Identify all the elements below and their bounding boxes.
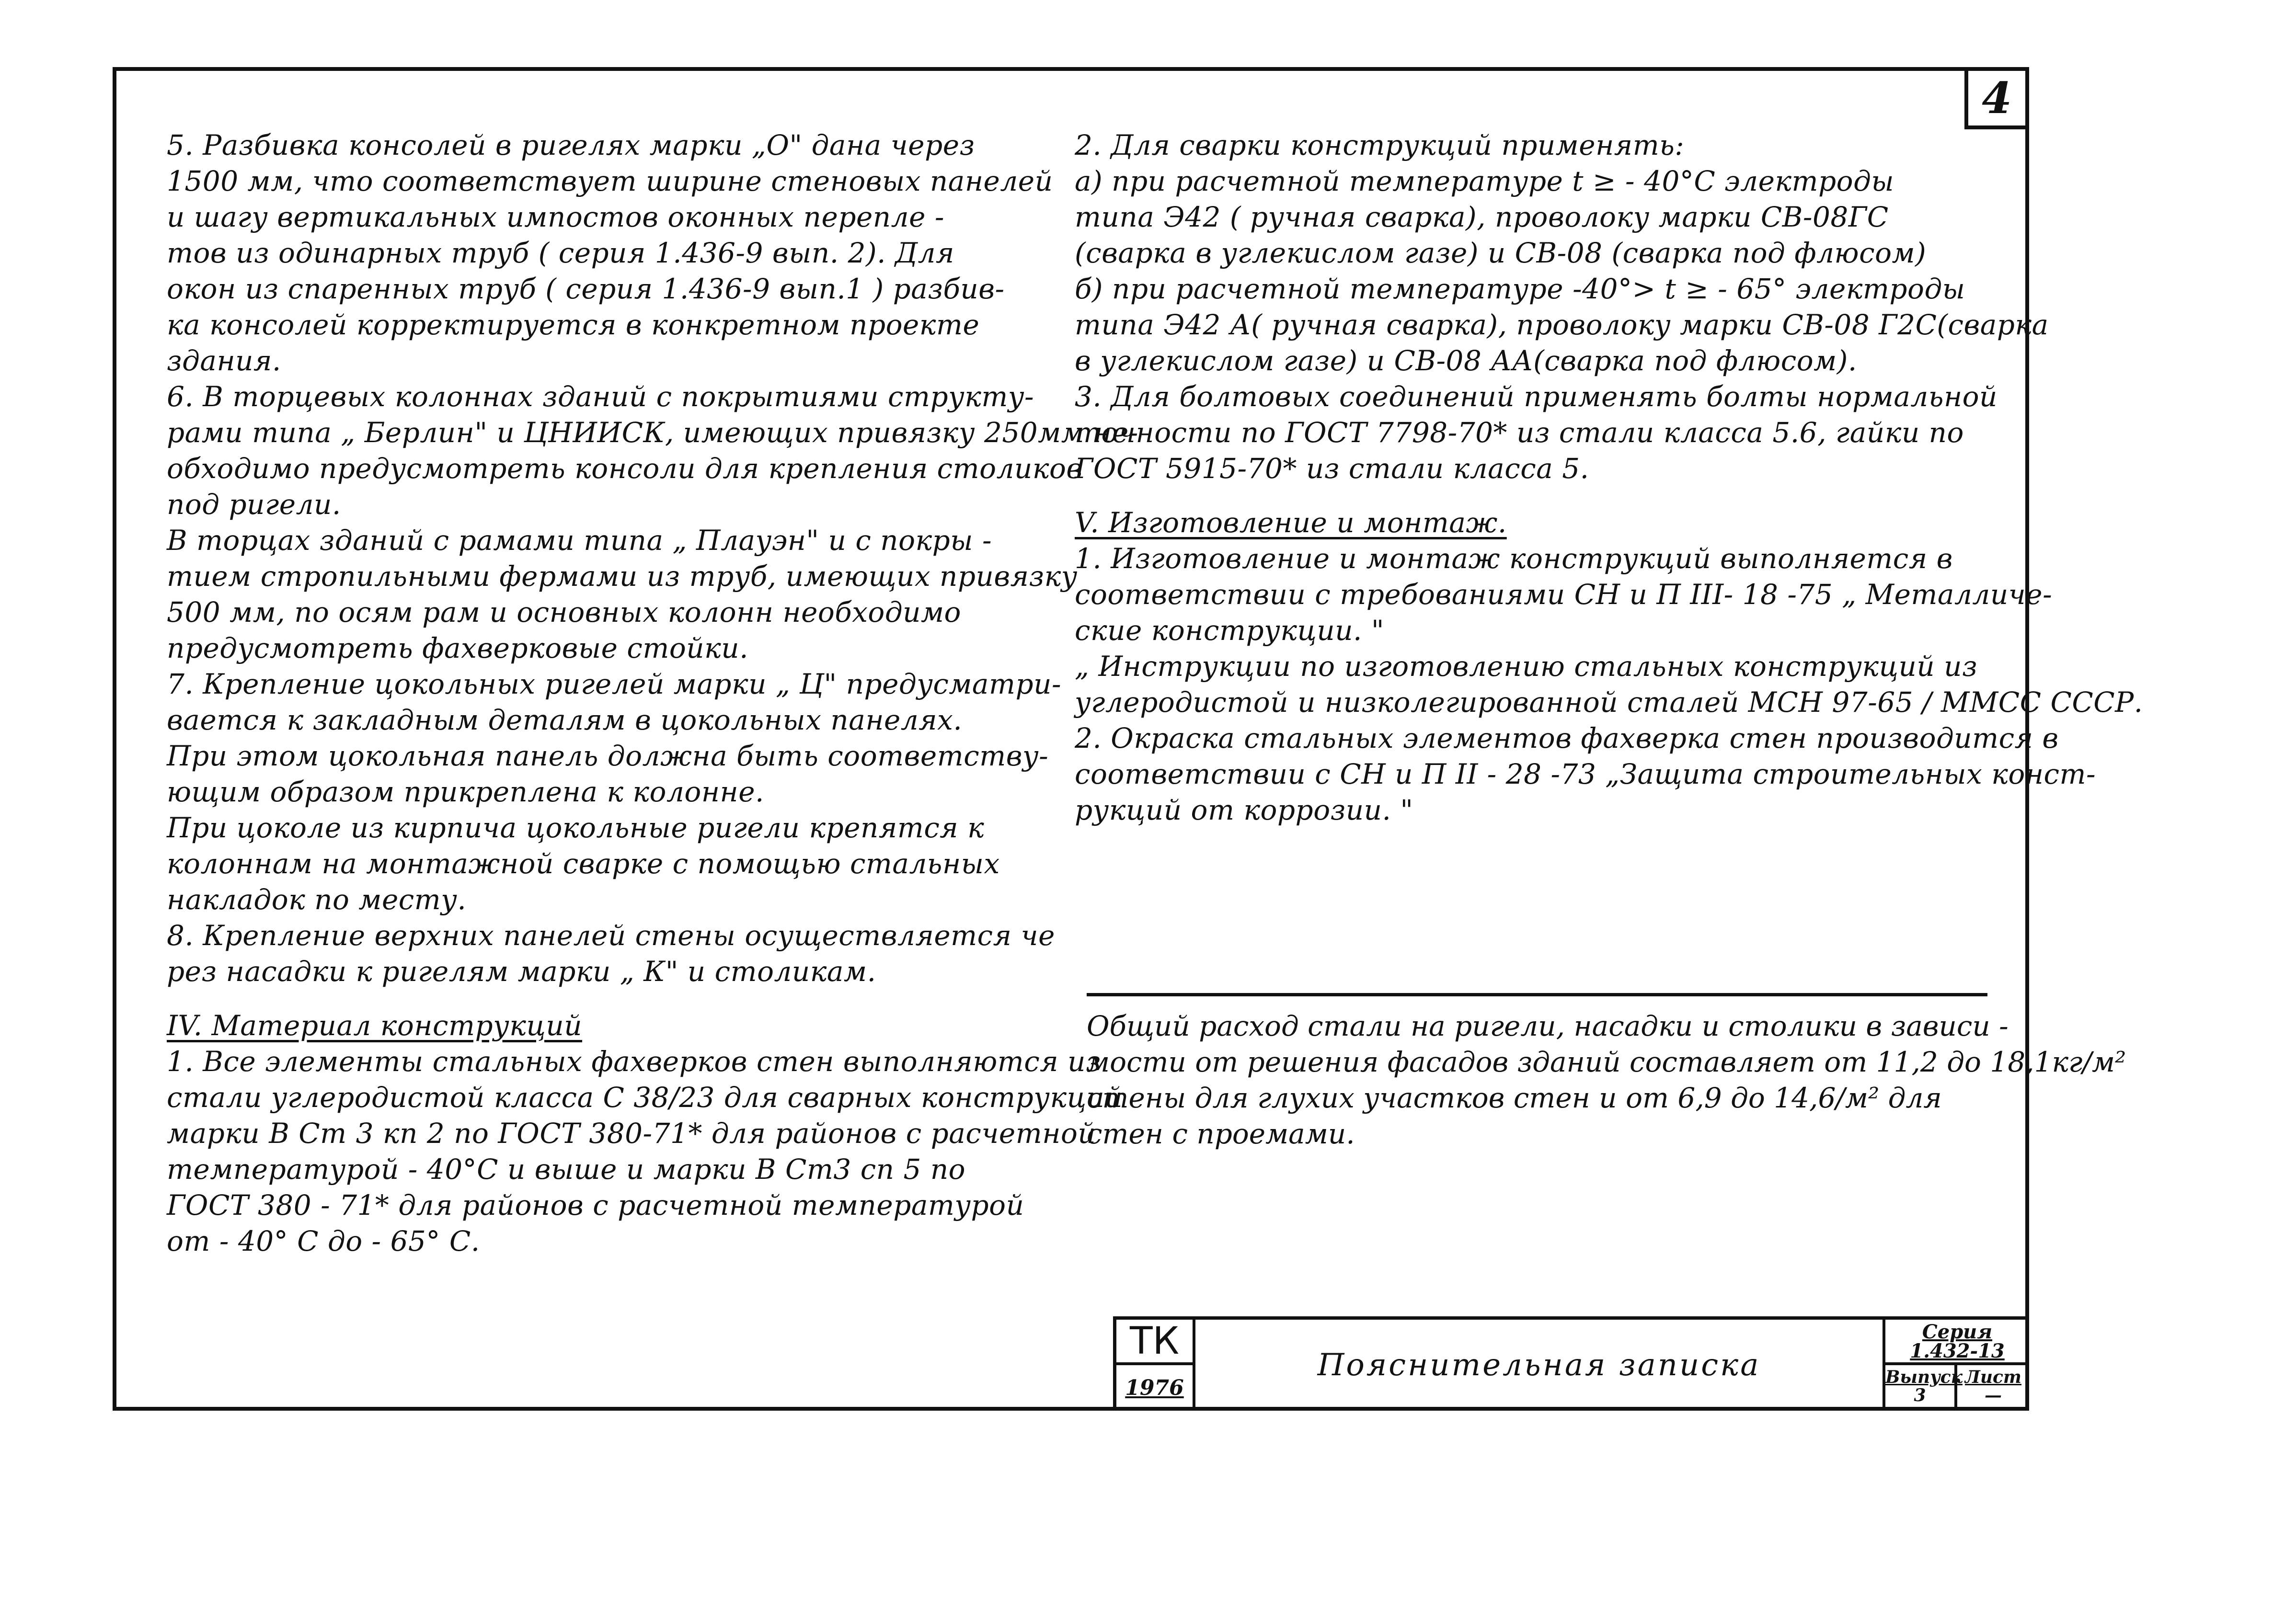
section-v-heading: V. Изготовление и монтаж. [1075, 506, 1507, 539]
text-line: типа Э42 ( ручная сварка), проволоку марки СВ-08ГС [1075, 201, 1889, 233]
sheet-cell [1957, 1365, 2029, 1414]
right-column [1075, 127, 2143, 828]
document-title: Пояснительная записка [1195, 1320, 1885, 1411]
text-line: здания. [167, 344, 281, 377]
text-line: вается к закладным деталям в цокольных панелях. [167, 704, 963, 736]
steel-consumption-note [1087, 1007, 2126, 1151]
text-line: 3. Для болтовых соединений применять болты нормальной [1075, 380, 1998, 413]
text-line: Общий расход стали на ригели, насадки и столики в зависи - [1087, 1010, 2009, 1042]
text-line: „ Инструкции по изготовлению стальных конструкций из [1075, 650, 1978, 683]
issue-label: Выпуск [1885, 1367, 1963, 1387]
org-code: ТК [1116, 1320, 1195, 1365]
section-iv-heading: IV. Материал конструкций [167, 1009, 583, 1042]
series-cell [1885, 1320, 2029, 1365]
series-value: 1.432-13 [1910, 1340, 2005, 1362]
text-line: 2. Для сварки конструкций применять: [1075, 129, 1685, 161]
year: 1976 [1116, 1365, 1195, 1411]
text-line: ГОСТ 380 - 71* для районов с расчетной температурой [167, 1189, 1024, 1221]
text-line: предусмотреть фахверковые стойки. [167, 632, 749, 664]
text-line: тов из одинарных труб ( серия 1.436-9 вып. 2). Для [167, 237, 954, 269]
text-line: стены для глухих участков стен и от 6,9 до 14,6/м² для [1087, 1082, 1942, 1114]
text-line: стен с проемами. [1087, 1118, 1355, 1150]
text-line: обходимо предусмотреть консоли для крепления столиков [167, 452, 1083, 485]
text-line: под ригели. [167, 488, 341, 521]
text-line: При цоколе из кирпича цокольные ригели крепятся к [167, 811, 985, 844]
text-line: ка консолей корректируется в конкретном проекте [167, 308, 980, 341]
text-line: соответствии с требованиями СН и П III- 18 -75 „ Металличе- [1075, 578, 2053, 611]
summary-divider [1087, 993, 1987, 996]
text-line: 2. Окраска стальных элементов фахверка стен производится в [1075, 722, 2059, 754]
text-line: 7. Крепление цокольных ригелей марки „ Ц" предусматри- [167, 668, 1062, 700]
text-line: ские конструкции. " [1075, 614, 1385, 647]
text-line: 1. Все элементы стальных фахверков стен выполняются из [167, 1045, 1102, 1078]
text-line: марки В Ст 3 кп 2 по ГОСТ 380-71* для районов с расчетной [167, 1117, 1096, 1150]
left-column [167, 127, 1138, 1259]
text-line: При этом цокольная панель должна быть соответству- [167, 740, 1049, 772]
text-line: ющим образом прикреплена к колонне. [167, 776, 764, 808]
sheet-number-box [1964, 67, 2029, 129]
text-line: 1. Изготовление и монтаж конструкций выполняется в [1075, 542, 1953, 575]
text-line: 1500 мм, что соответствует ширине стеновых панелей [167, 165, 1053, 197]
text-line: мости от решения фасадов зданий составляет от 11,2 до 18,1кг/м² [1087, 1046, 2126, 1078]
text-line: В торцах зданий с рамами типа „ Плауэн" и с покры - [167, 524, 992, 557]
text-line: в углекислом газе) и СВ-08 АА(сварка под флюсом). [1075, 344, 1857, 377]
title-block [1113, 1316, 2029, 1411]
text-line: температурой - 40°С и выше и марки В Ст3 сп 5 по [167, 1153, 966, 1186]
text-line: 5. Разбивка консолей в ригелях марки „О" дана через [167, 129, 975, 161]
text-line: углеродистой и низколегированной сталей МСН 97-65 / ММСС СССР. [1075, 686, 2143, 719]
sheet-label: Лист [1964, 1367, 2022, 1387]
text-line: рами типа „ Берлин" и ЦНИИСК, имеющих привязку 250мм не- [167, 416, 1138, 449]
text-line: (сварка в углекислом газе) и СВ-08 (сварка под флюсом) [1075, 237, 1927, 269]
issue-cell [1885, 1365, 1963, 1411]
drawing-sheet [113, 67, 2143, 1411]
text-line: и шагу вертикальных импостов оконных перепле - [167, 201, 944, 233]
text-line: рез насадки к ригелям марки „ К" и столикам. [167, 955, 876, 988]
text-line: колоннам на монтажной сварке с помощью стальных [167, 847, 1000, 880]
text-line: соответствии с СН и П II - 28 -73 „Защита строительных конст- [1075, 758, 2096, 790]
text-line: ГОСТ 5915-70* из стали класса 5. [1075, 452, 1589, 485]
text-line: точности по ГОСТ 7798-70* из стали класса 5.6, гайки по [1075, 416, 1964, 449]
text-line: типа Э42 А( ручная сварка), проволоку марки СВ-08 Г2С(сварка [1075, 308, 2049, 341]
sheet-number: 4 [1982, 73, 2012, 124]
series-label: Серия [1922, 1321, 1993, 1343]
text-line: от - 40° С до - 65° С. [167, 1225, 480, 1257]
text-line: стали углеродистой класса С 38/23 для сварных конструкций [167, 1081, 1123, 1114]
text-line: а) при расчетной температуре t ≥ - 40°С электроды [1075, 165, 1894, 197]
text-line: 500 мм, по осям рам и основных колонн необходимо [167, 596, 961, 628]
text-line: окон из спаренных труб ( серия 1.436-9 вып.1 ) разбив- [167, 273, 1005, 305]
sheet-value: — [1985, 1385, 2002, 1405]
text-line: 6. В торцевых колоннах зданий с покрытиями структу- [167, 380, 1034, 413]
text-line: рукций от коррозии. " [1075, 794, 1413, 826]
text-line: 8. Крепление верхних панелей стены осуществляется че [167, 919, 1055, 952]
text-line: тием стропильными фермами из труб, имеющих привязку [167, 560, 1078, 593]
text-line: б) при расчетной температуре -40°> t ≥ - 65° электроды [1075, 273, 1965, 305]
issue-value: 3 [1914, 1385, 1926, 1405]
text-line: накладок по месту. [167, 883, 467, 916]
